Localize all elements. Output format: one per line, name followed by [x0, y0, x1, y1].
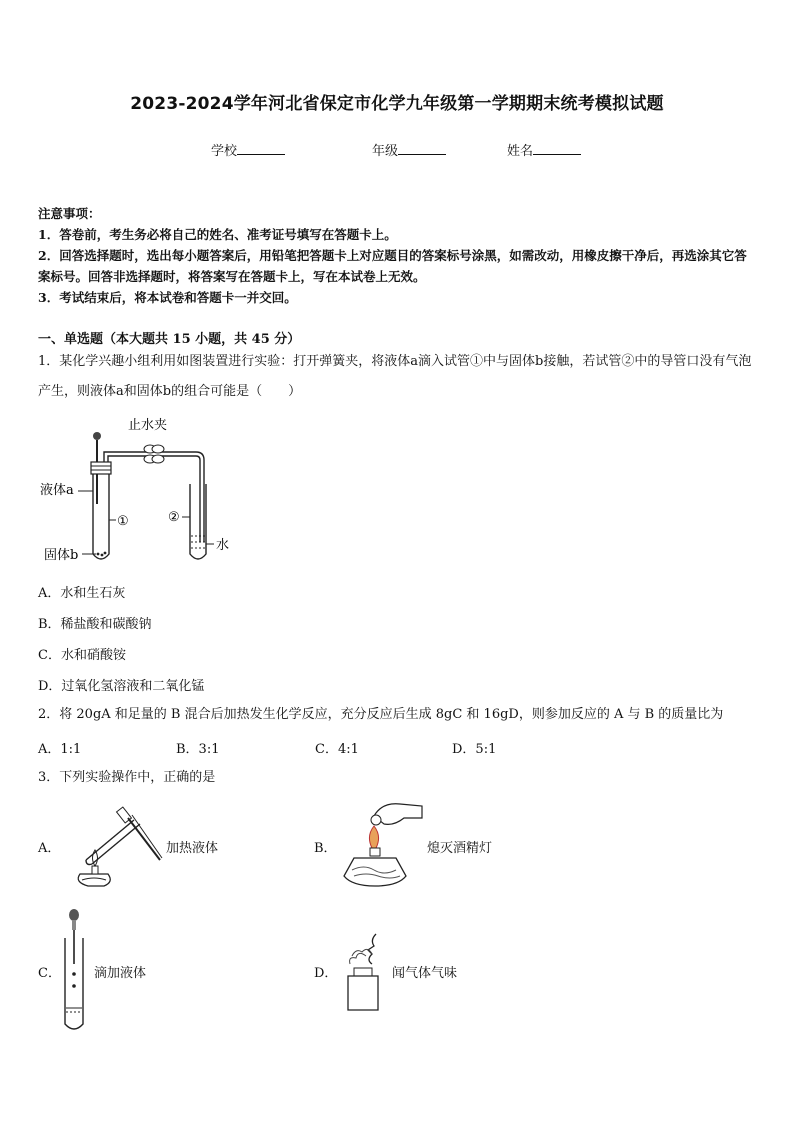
water-label: 水 — [216, 538, 230, 553]
q3-option-d-label: 闻气体气味 — [392, 966, 458, 981]
name-field — [507, 140, 581, 159]
q1-option-b[interactable]: B．稀盐酸和碳酸钠 — [38, 617, 152, 632]
school-label: 学校 — [211, 144, 238, 159]
grade-label: 年级 — [372, 144, 399, 159]
q3-option-d-letter[interactable]: D． — [314, 966, 338, 981]
dropper-bulb — [93, 432, 101, 440]
q2-option-c[interactable]: C．4:1 — [315, 742, 359, 757]
q2-option-d[interactable]: D．5:1 — [452, 742, 497, 757]
blow-out-lamp-illustration — [334, 796, 424, 892]
school-field — [211, 140, 285, 159]
q2-option-a[interactable]: A．1:1 — [38, 742, 82, 757]
q1-apparatus-figure — [38, 414, 248, 574]
smell-gas-illustration — [338, 930, 388, 1014]
name-blank[interactable] — [533, 141, 581, 155]
heating-liquid-illustration — [68, 800, 164, 890]
q2-option-b[interactable]: B．3:1 — [176, 742, 220, 757]
notes-item-2: 2．回答选择题时，选出每小题答案后，用铅笔把答题卡上对应题目的答案标号涂黑，如需改动，用橡皮擦干净后，再选涂其它答案标号。回答非选择题时，将答案写在答题卡上，写在本试卷上无效。 — [38, 248, 747, 284]
q3-option-b-label: 熄灭酒精灯 — [427, 841, 493, 856]
clamp-label: 止水夹 — [128, 418, 168, 433]
q2-stem: 2．将 20gA 和足量的 B 混合后加热发生化学反应，充分反应后生成 8gC 和 16gD，则参加反应的 A 与 B 的质量比为 — [38, 707, 724, 722]
q3-option-c-label: 滴加液体 — [94, 966, 147, 981]
q1-option-a[interactable]: A．水和生石灰 — [38, 586, 126, 601]
q1-stem: 1．某化学兴趣小组利用如图装置进行实验：打开弹簧夹，将液体a滴入试管①中与固体b接触，若试管②中的导管口没有气泡产生，则液体a和固体b的组合可能是（ ） — [38, 354, 752, 399]
liquid-a-label: 液体a — [40, 483, 74, 498]
q1-option-c[interactable]: C．水和硝酸铵 — [38, 648, 126, 663]
notes-item-1: 1．答卷前，考生务必将自己的姓名、准考证号填写在答题卡上。 — [38, 227, 397, 242]
solid-b-label: 固体b — [44, 548, 79, 563]
tube1-label: ① — [117, 514, 129, 529]
q3-option-b-letter[interactable]: B． — [314, 841, 337, 856]
notes-item-3: 3．考试结束后，将本试卷和答题卡一并交回。 — [38, 290, 297, 305]
q3-stem: 3．下列实验操作中，正确的是 — [38, 770, 216, 785]
notes-heading: 注意事项： — [38, 206, 101, 221]
section-heading: 一、单选题（本大题共 15 小题，共 45 分） — [38, 332, 301, 347]
q3-option-a-letter[interactable]: A． — [38, 841, 61, 856]
grade-blank[interactable] — [398, 141, 446, 155]
page-title: 2023-2024学年河北省保定市化学九年级第一学期期末统考模拟试题 — [130, 94, 664, 114]
grade-field — [372, 140, 446, 159]
exam-notes — [38, 203, 758, 308]
name-label: 姓名 — [507, 144, 534, 159]
q3-option-c-letter[interactable]: C． — [38, 966, 61, 981]
dropping-liquid-illustration — [60, 908, 90, 1034]
school-blank[interactable] — [237, 141, 285, 155]
q3-option-a-label: 加热液体 — [166, 841, 219, 856]
q1-option-d[interactable]: D．过氧化氢溶液和二氧化锰 — [38, 679, 205, 694]
tube2-label: ② — [168, 510, 180, 525]
